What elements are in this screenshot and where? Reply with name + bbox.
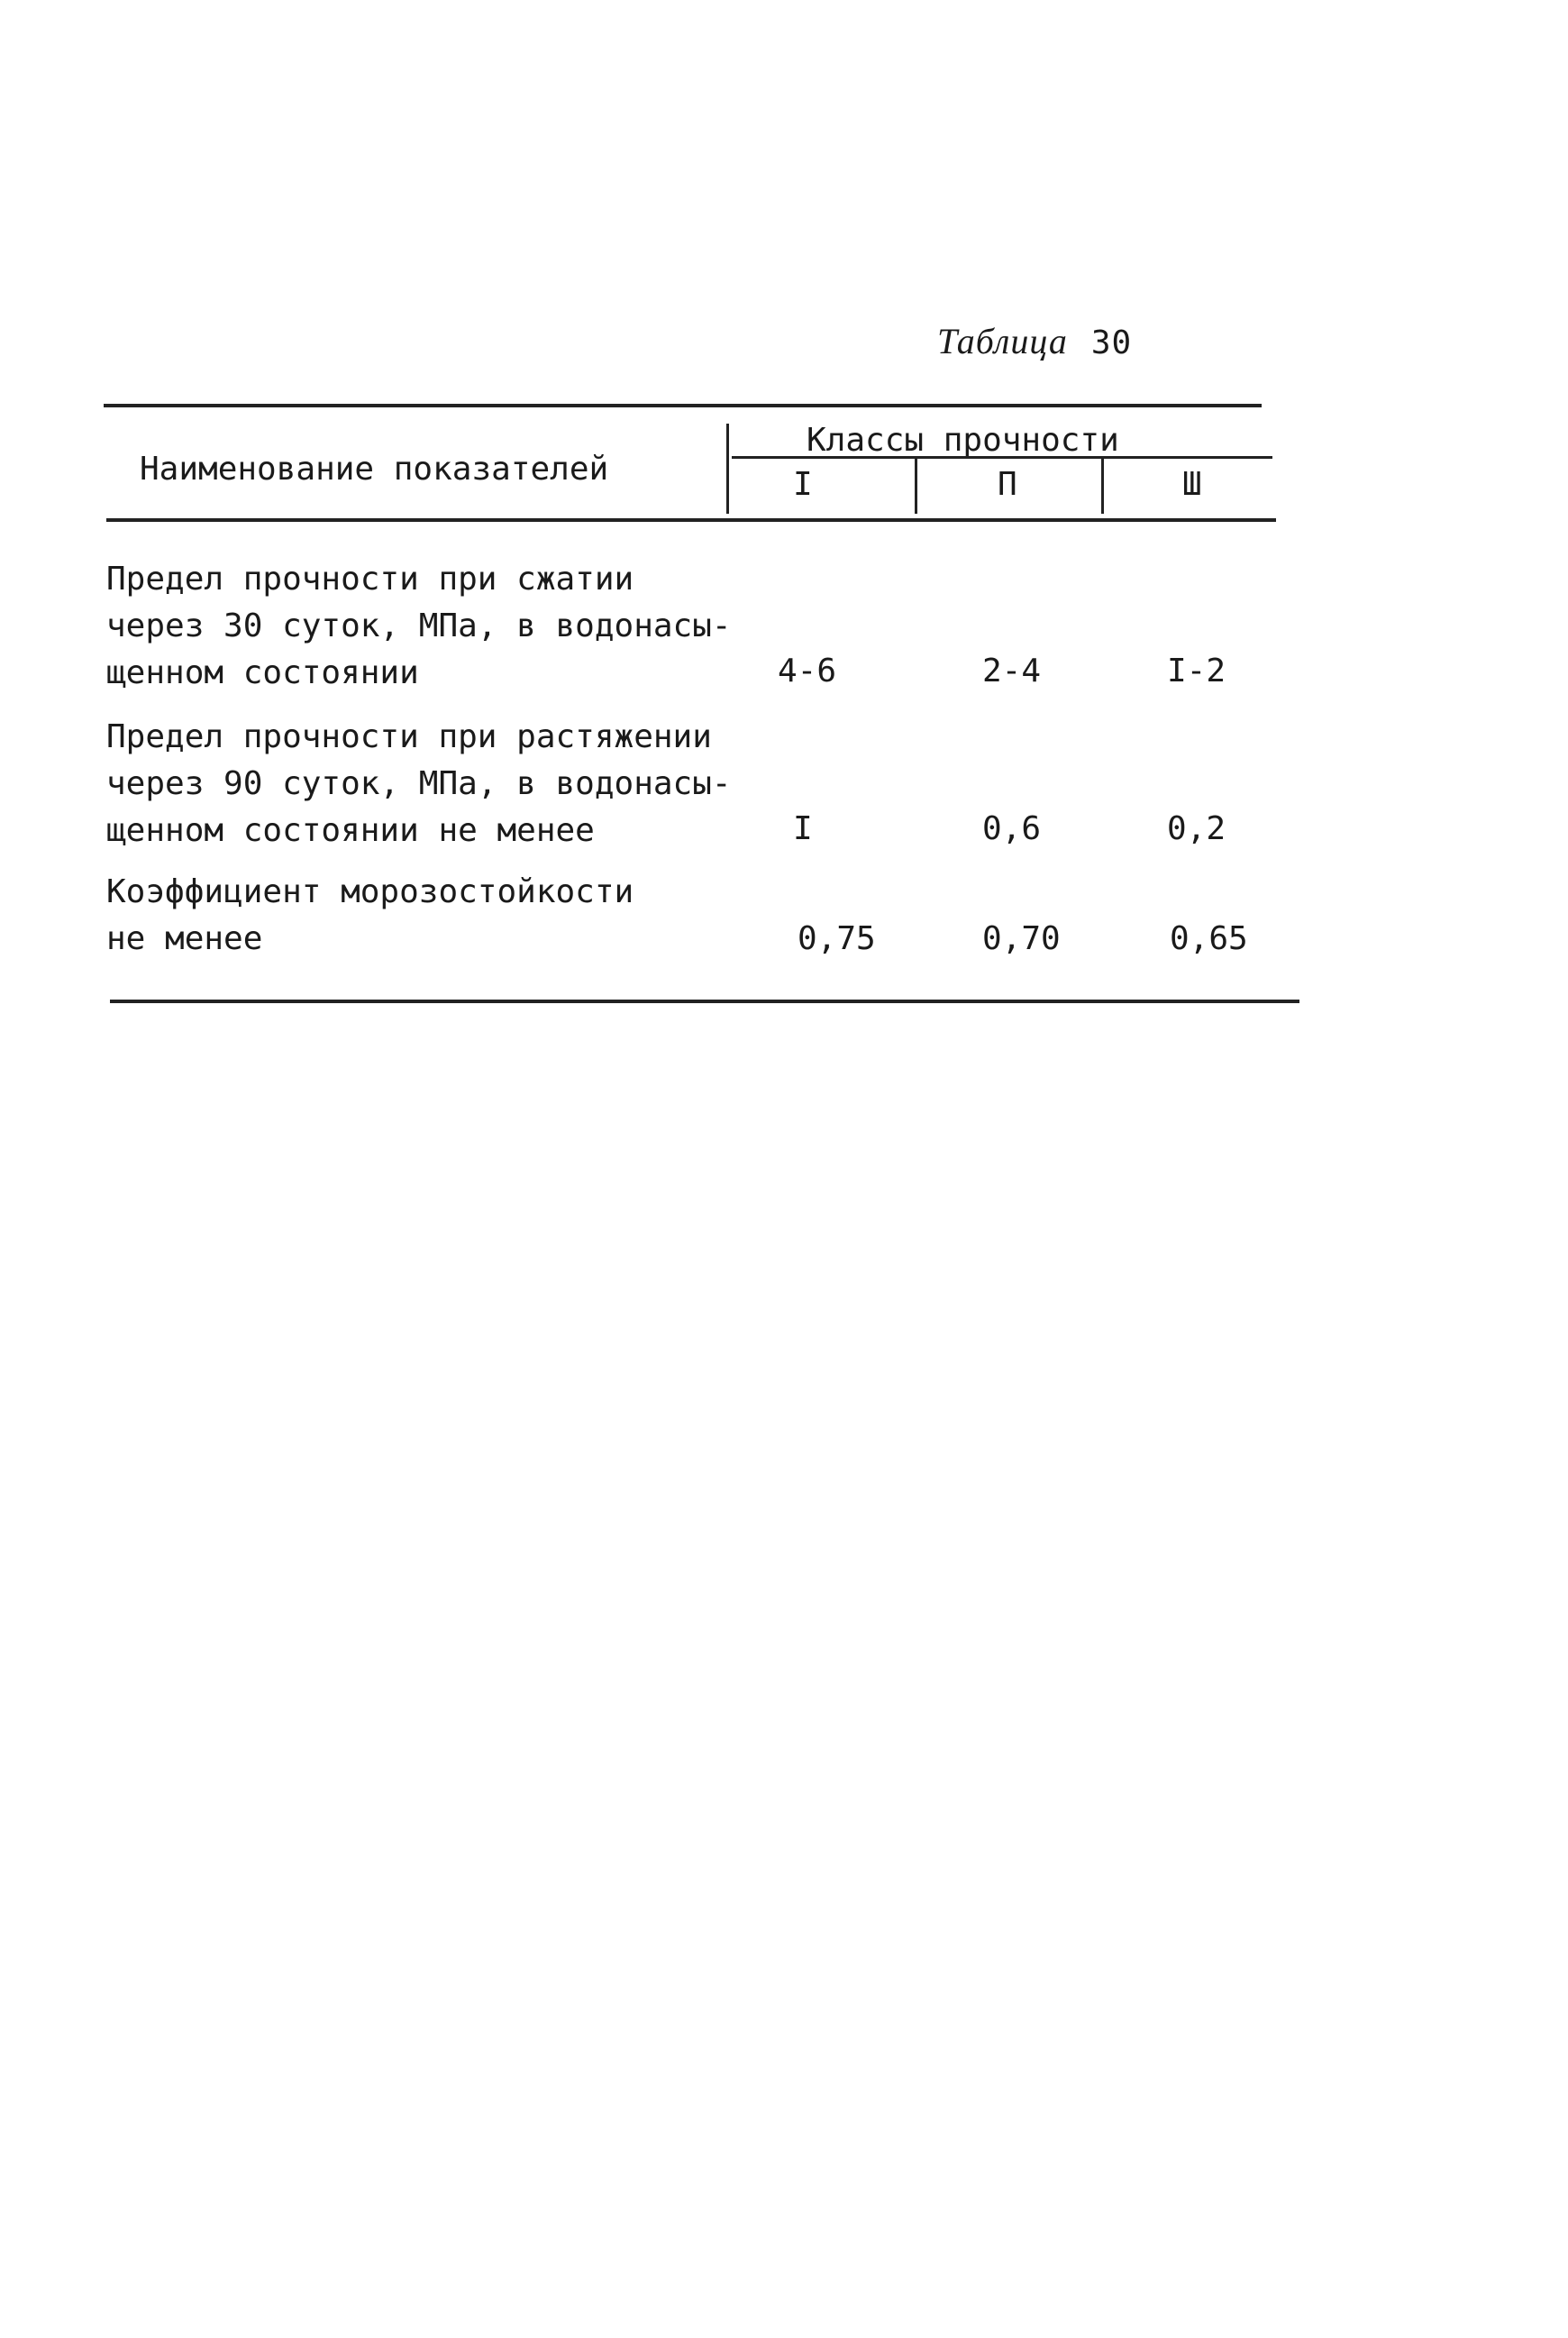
header-group-title: Классы прочности [807,422,1119,459]
header-divider-main [726,424,729,514]
header-name-column: Наименование показателей [140,451,609,488]
table-row-label [106,556,732,697]
table-cell: 0,6 [982,810,1042,847]
row-label-line: через 30 суток, МПа, в водонасы- [106,607,732,644]
table-row-label [106,714,732,854]
table-cell: 4-6 [778,653,837,690]
table-caption-label: Таблица [937,321,1068,361]
table-cell: 2-4 [982,653,1042,690]
table-cell: 0,70 [982,920,1061,957]
header-class-3: Ш [1182,466,1202,503]
table-bottom-rule [110,1000,1299,1003]
header-bottom-rule [106,518,1276,522]
row-label-line: Предел прочности при растяжении [106,718,712,755]
row-label-line: не менее [106,920,263,957]
row-label-line: Предел прочности при сжатии [106,561,634,598]
table-cell: I-2 [1167,653,1226,690]
table-cell: 0,65 [1170,920,1248,957]
row-label-line: Коэффициент морозостойкости [106,873,634,910]
row-label-line: щенном состоянии не менее [106,812,595,849]
table-caption-number: 30 [1090,324,1133,361]
table-cell: I [793,810,813,847]
row-label-line: щенном состоянии [106,654,419,691]
table-cell: 0,2 [1167,810,1226,847]
header-group-rule [732,456,1272,459]
row-label-line: через 90 суток, МПа, в водонасы- [106,765,732,802]
table-caption [937,320,1132,362]
header-divider-2 [1101,458,1104,514]
header-class-1: I [793,466,813,503]
table-cell: 0,75 [798,920,876,957]
table-top-rule [104,404,1262,407]
header-divider-1 [915,458,917,514]
header-class-2: П [998,466,1017,503]
table-row-label [106,869,634,963]
